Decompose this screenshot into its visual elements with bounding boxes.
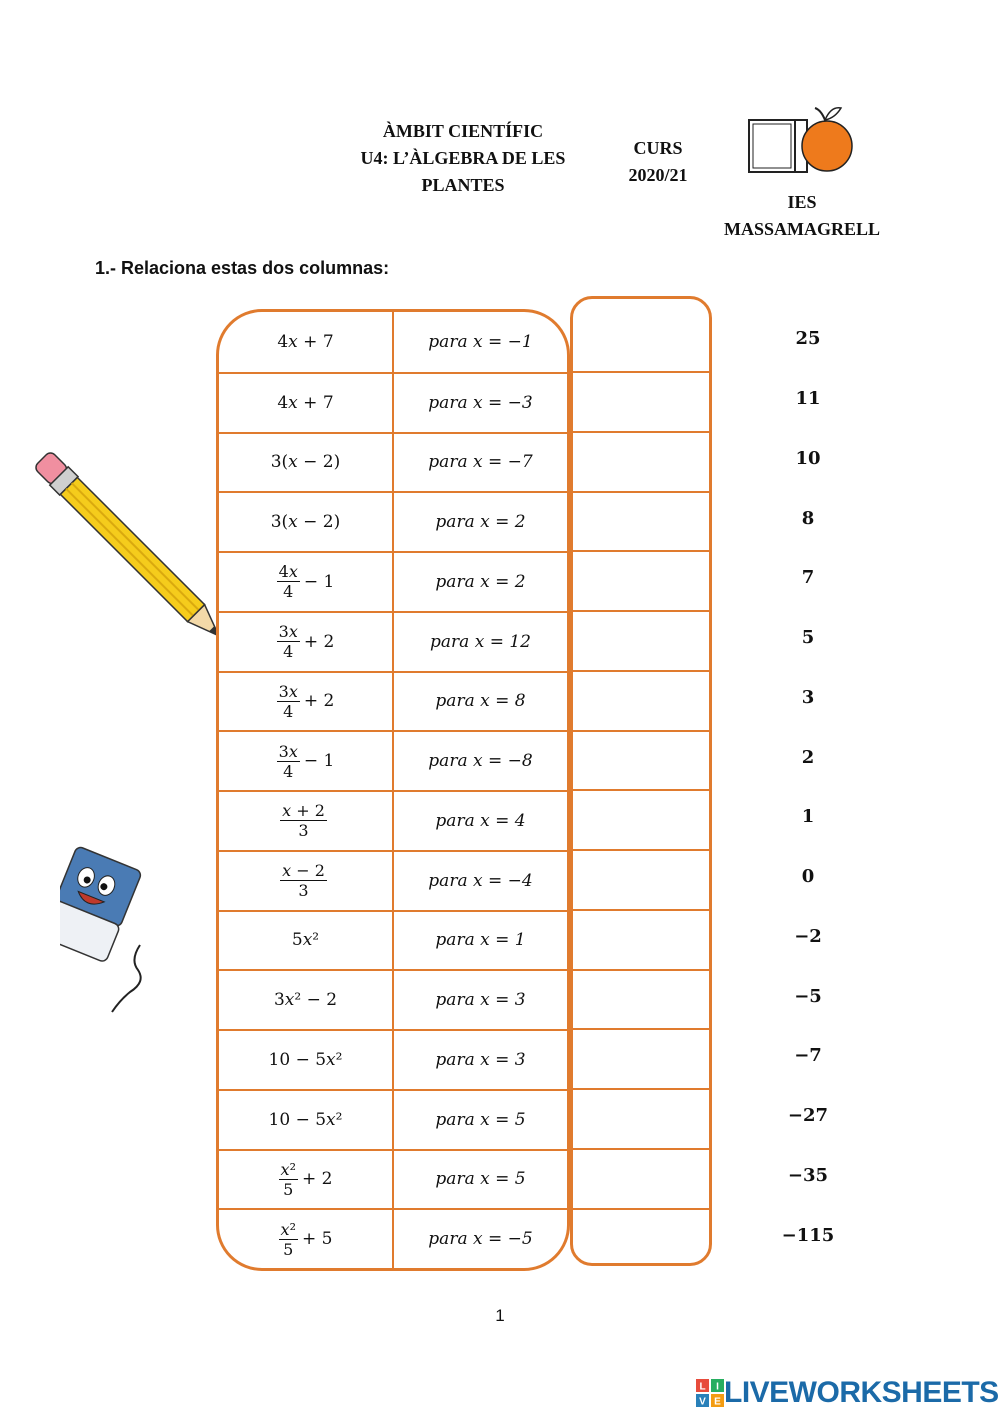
result-value: 10 bbox=[795, 447, 821, 469]
table-row bbox=[219, 551, 567, 611]
fraction-denominator: 3 bbox=[298, 881, 309, 901]
answer-input-cell[interactable] bbox=[573, 550, 709, 610]
condition-cell: 𝑝𝑎𝑟𝑎 𝑥 = −8 bbox=[428, 751, 533, 772]
table-row bbox=[219, 850, 567, 910]
expression-cell bbox=[219, 792, 394, 850]
school-logo-icon bbox=[745, 100, 857, 180]
course-year bbox=[612, 135, 704, 189]
fraction-numerator: 𝑥² bbox=[280, 1159, 296, 1179]
answer-input-cell[interactable] bbox=[573, 730, 709, 790]
expression-tail: + 5 bbox=[301, 1229, 333, 1250]
condition-cell: 𝑝𝑎𝑟𝑎 𝑥 = 3 bbox=[435, 1049, 526, 1070]
expression-text: 5𝑥² bbox=[291, 930, 320, 951]
expression-cell bbox=[219, 1210, 394, 1268]
answer-input-cell[interactable] bbox=[573, 1028, 709, 1088]
result-value: 8 bbox=[801, 507, 815, 529]
table-row bbox=[219, 1208, 567, 1268]
title-line-3: PLANTES bbox=[421, 175, 505, 195]
condition-cell: 𝑝𝑎𝑟𝑎 𝑥 = 12 bbox=[430, 631, 531, 652]
logo-letter: E bbox=[714, 1396, 721, 1407]
answer-input-cell[interactable] bbox=[573, 610, 709, 670]
result-value: 2 bbox=[801, 746, 815, 768]
condition-cell: 𝑝𝑎𝑟𝑎 𝑥 = −4 bbox=[428, 870, 533, 891]
expression-cell bbox=[219, 374, 394, 432]
condition-cell: 𝑝𝑎𝑟𝑎 𝑥 = −3 bbox=[428, 392, 533, 413]
answer-input-cell[interactable] bbox=[573, 431, 709, 491]
brand-logo[interactable] bbox=[696, 1376, 999, 1410]
table-row bbox=[219, 611, 567, 671]
expression-cell bbox=[219, 493, 394, 551]
condition-cell: 𝑝𝑎𝑟𝑎 𝑥 = 5 bbox=[435, 1109, 526, 1130]
logo-letter: I bbox=[716, 1381, 719, 1393]
exercise-title: 1.- Relaciona estas dos columnas: bbox=[95, 258, 390, 278]
result-value: 0 bbox=[801, 866, 815, 888]
table-row bbox=[219, 671, 567, 731]
table-row bbox=[219, 372, 567, 432]
condition-cell: 𝑝𝑎𝑟𝑎 𝑥 = 2 bbox=[435, 571, 526, 592]
expression-text: 3(𝑥 − 2) bbox=[270, 512, 341, 533]
expression-text: 3𝑥² − 2 bbox=[273, 990, 338, 1011]
fraction-denominator: 4 bbox=[283, 761, 294, 781]
table-row bbox=[219, 491, 567, 551]
fraction-expression bbox=[277, 682, 335, 721]
answer-input-cell[interactable] bbox=[573, 1208, 709, 1267]
fraction bbox=[280, 861, 327, 900]
school-line-2: MASSAMAGRELL bbox=[723, 219, 880, 239]
condition-cell: 𝑝𝑎𝑟𝑎 𝑥 = 2 bbox=[435, 512, 526, 533]
fraction-numerator: 3𝑥 bbox=[278, 622, 298, 642]
result-value: −7 bbox=[794, 1045, 822, 1067]
fraction-denominator: 5 bbox=[283, 1239, 294, 1259]
expression-cell bbox=[219, 1031, 394, 1089]
condition-cell: 𝑝𝑎𝑟𝑎 𝑥 = −7 bbox=[428, 452, 533, 473]
page-number: 1 bbox=[495, 1306, 505, 1325]
brand-text: LIVEWORKSHEETS bbox=[724, 1376, 999, 1409]
school-name bbox=[700, 189, 904, 243]
fraction-expression bbox=[277, 742, 335, 781]
condition-cell: 𝑝𝑎𝑟𝑎 𝑥 = 5 bbox=[435, 1169, 526, 1190]
fraction-numerator: 𝑥² bbox=[280, 1219, 296, 1239]
answer-input-cell[interactable] bbox=[573, 969, 709, 1029]
expression-cell bbox=[219, 434, 394, 492]
table-row bbox=[219, 432, 567, 492]
result-value: 1 bbox=[801, 806, 815, 828]
result-value: −35 bbox=[787, 1164, 829, 1186]
logo-letter: L bbox=[699, 1381, 706, 1393]
condition-cell: 𝑝𝑎𝑟𝑎 𝑥 = −5 bbox=[428, 1229, 533, 1250]
document-title bbox=[330, 118, 596, 199]
result-value: 25 bbox=[795, 328, 821, 350]
expression-tail: + 2 bbox=[303, 631, 335, 652]
eraser-mascot-icon bbox=[60, 820, 185, 1020]
answer-input-cell[interactable] bbox=[573, 670, 709, 730]
curs-year: 2020/21 bbox=[628, 165, 688, 185]
result-value: 3 bbox=[801, 686, 815, 708]
answer-input-cell[interactable] bbox=[573, 299, 709, 371]
condition-cell: 𝑝𝑎𝑟𝑎 𝑥 = 8 bbox=[435, 691, 526, 712]
expression-tail: − 1 bbox=[303, 751, 335, 772]
fraction-denominator: 5 bbox=[283, 1179, 294, 1199]
table-row bbox=[219, 730, 567, 790]
expression-cell bbox=[219, 1091, 394, 1149]
fraction bbox=[277, 682, 300, 721]
fraction bbox=[277, 622, 300, 661]
fraction bbox=[279, 1160, 298, 1199]
result-value: 5 bbox=[801, 627, 815, 649]
result-value: −5 bbox=[794, 985, 822, 1007]
expression-tail: − 1 bbox=[303, 571, 335, 592]
table-row bbox=[219, 969, 567, 1029]
fraction-denominator: 4 bbox=[283, 642, 294, 662]
table-row bbox=[219, 1089, 567, 1149]
expression-text: 10 − 5𝑥² bbox=[268, 1049, 343, 1070]
fraction-denominator: 4 bbox=[283, 701, 294, 721]
fraction bbox=[277, 742, 300, 781]
expression-tail: + 2 bbox=[301, 1169, 333, 1190]
fraction bbox=[277, 562, 300, 601]
fraction-expression bbox=[277, 622, 335, 661]
school-line-1: IES bbox=[787, 192, 817, 212]
expression-cell bbox=[219, 852, 394, 910]
fraction-expression bbox=[280, 861, 331, 900]
result-value: −2 bbox=[794, 925, 822, 947]
liveworksheets-logo-icon bbox=[696, 1379, 724, 1407]
curs-label: CURS bbox=[633, 138, 683, 158]
answer-input-cell[interactable] bbox=[573, 371, 709, 431]
expression-cell bbox=[219, 673, 394, 731]
answer-input-cell[interactable] bbox=[573, 909, 709, 969]
expression-text: 4𝑥 + 7 bbox=[277, 331, 334, 352]
fraction-expression bbox=[279, 1160, 333, 1199]
fraction-numerator: 4𝑥 bbox=[278, 562, 298, 582]
table-row bbox=[219, 1149, 567, 1209]
logo-letter: V bbox=[699, 1396, 706, 1407]
fraction-denominator: 4 bbox=[283, 582, 294, 602]
answer-input-cell[interactable] bbox=[573, 1088, 709, 1148]
expression-text: 3(𝑥 − 2) bbox=[270, 452, 341, 473]
condition-cell: 𝑝𝑎𝑟𝑎 𝑥 = 1 bbox=[435, 930, 526, 951]
result-value: 11 bbox=[795, 388, 821, 410]
table-row bbox=[219, 910, 567, 970]
fraction-numerator: 𝑥 + 2 bbox=[282, 801, 325, 821]
expression-cell bbox=[219, 971, 394, 1029]
pencil-icon bbox=[28, 445, 218, 650]
condition-cell: 𝑝𝑎𝑟𝑎 𝑥 = −1 bbox=[428, 331, 533, 352]
expression-table bbox=[216, 309, 570, 1271]
results-column bbox=[760, 309, 856, 1265]
expression-tail: + 2 bbox=[303, 691, 335, 712]
answer-input-cell[interactable] bbox=[573, 491, 709, 551]
table-row bbox=[219, 312, 567, 372]
title-line-1: ÀMBIT CIENTÍFIC bbox=[382, 121, 544, 141]
expression-cell bbox=[219, 553, 394, 611]
fraction bbox=[280, 801, 327, 840]
expression-cell bbox=[219, 1151, 394, 1209]
result-value: −115 bbox=[781, 1224, 835, 1246]
fraction-expression bbox=[280, 801, 331, 840]
result-value: −27 bbox=[787, 1105, 829, 1127]
expression-cell bbox=[219, 613, 394, 671]
condition-cell: 𝑝𝑎𝑟𝑎 𝑥 = 4 bbox=[435, 810, 526, 831]
result-value: 7 bbox=[801, 567, 815, 589]
fraction-expression bbox=[277, 562, 335, 601]
answer-input-cell[interactable] bbox=[573, 789, 709, 849]
expression-cell bbox=[219, 312, 394, 372]
title-line-2: U4: L’ÀLGEBRA DE LES bbox=[360, 148, 566, 168]
fraction-numerator: 3𝑥 bbox=[278, 681, 298, 701]
fraction-numerator: 3𝑥 bbox=[278, 741, 298, 761]
fraction-denominator: 3 bbox=[298, 821, 309, 841]
expression-cell bbox=[219, 732, 394, 790]
answer-column bbox=[570, 296, 712, 1266]
answer-input-cell[interactable] bbox=[573, 1148, 709, 1208]
expression-text: 4𝑥 + 7 bbox=[277, 392, 334, 413]
expression-cell bbox=[219, 912, 394, 970]
table-row bbox=[219, 1029, 567, 1089]
expression-text: 10 − 5𝑥² bbox=[268, 1109, 343, 1130]
condition-cell: 𝑝𝑎𝑟𝑎 𝑥 = 3 bbox=[435, 990, 526, 1011]
answer-input-cell[interactable] bbox=[573, 849, 709, 909]
fraction bbox=[279, 1220, 298, 1259]
fraction-numerator: 𝑥 − 2 bbox=[282, 861, 325, 881]
fraction-expression bbox=[279, 1220, 333, 1259]
table-row bbox=[219, 790, 567, 850]
